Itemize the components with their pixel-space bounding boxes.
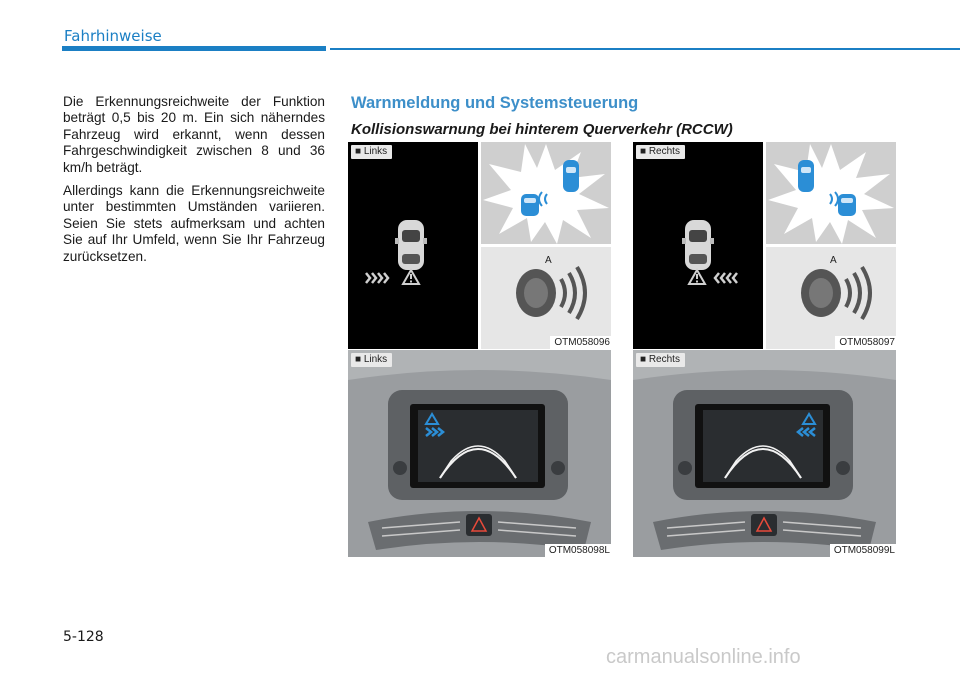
figure-code: OTM058097 bbox=[835, 336, 896, 349]
collision-burst-icon bbox=[766, 142, 896, 244]
paragraph: Die Erkennungsreichweite der Funktion beträgt 0,5 bis 20 m. Ein sich näherndes Fahrzeug wird erkannt, wenn dessen Fahrgeschwindigkeit zwischen 8 und 36 km/h beträgt. bbox=[63, 94, 325, 175]
collision-burst-icon bbox=[481, 142, 611, 244]
body-text bbox=[63, 94, 325, 272]
figure-code: OTM058098L bbox=[545, 544, 611, 557]
section-title: Fahrhinweise bbox=[64, 27, 162, 45]
car-top-view-icon bbox=[348, 142, 478, 349]
figure-display-right bbox=[633, 350, 896, 557]
paragraph: Allerdings kann die Erkennungsreichweite unter bestimmten Umständen variieren. Seien Sie stets aufmerksam und achten Sie auf Ihr Umfeld, wenn Sie Ihr Fahrzeug zurücksetzen. bbox=[63, 183, 325, 264]
speaker-panel bbox=[481, 247, 611, 349]
collision-burst-panel bbox=[481, 142, 611, 244]
header-rule-thick bbox=[62, 46, 326, 51]
figure-code: OTM058096 bbox=[550, 336, 611, 349]
speaker-label: A bbox=[545, 255, 552, 266]
figure-rccw-left bbox=[348, 142, 611, 349]
figure-rccw-right bbox=[633, 142, 896, 349]
watermark[interactable]: carmanualsonline.info bbox=[606, 646, 801, 668]
page-number: 5-128 bbox=[63, 629, 104, 645]
speaker-label: A bbox=[830, 255, 837, 266]
dashboard-screen-photo bbox=[633, 350, 896, 557]
figure-code: OTM058099L bbox=[830, 544, 896, 557]
cluster-display bbox=[348, 142, 478, 349]
figure-tag: ■ Links bbox=[351, 353, 392, 367]
speaker-icon bbox=[766, 247, 896, 349]
section-heading: Warnmeldung und Systemsteuerung bbox=[351, 94, 639, 112]
figure-display-left bbox=[348, 350, 611, 557]
figure-tag: ■ Rechts bbox=[636, 353, 685, 367]
collision-burst-panel bbox=[766, 142, 896, 244]
dashboard-screen-photo bbox=[348, 350, 611, 557]
car-top-view-icon bbox=[633, 142, 763, 349]
section-subheading: Kollisionswarnung bei hinterem Querverkehr (RCCW) bbox=[351, 121, 733, 138]
header-rule-thin bbox=[330, 48, 960, 50]
figure-tag: ■ Rechts bbox=[636, 145, 685, 159]
speaker-panel bbox=[766, 247, 896, 349]
cluster-display bbox=[633, 142, 763, 349]
figure-tag: ■ Links bbox=[351, 145, 392, 159]
speaker-icon bbox=[481, 247, 611, 349]
